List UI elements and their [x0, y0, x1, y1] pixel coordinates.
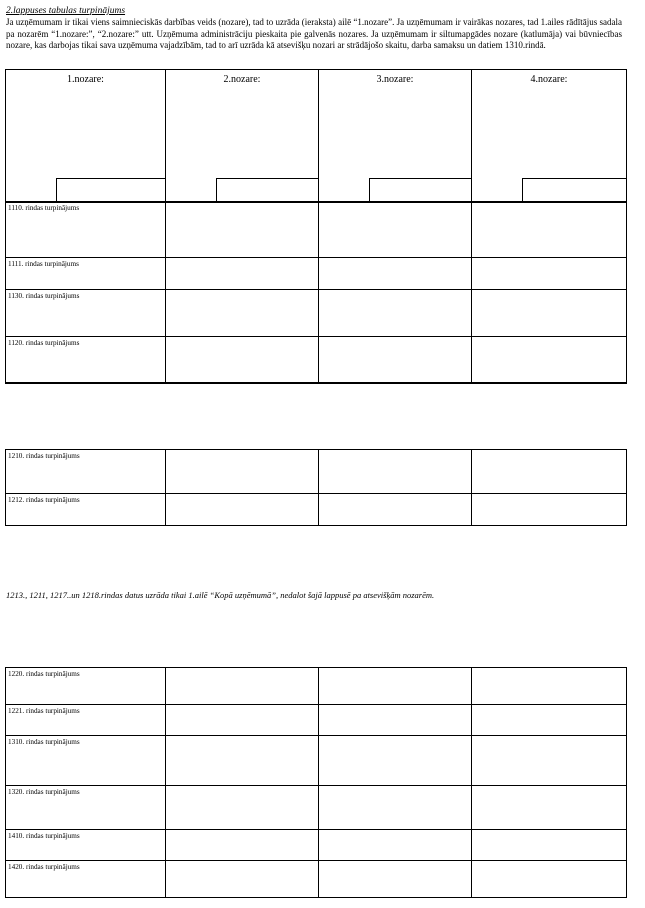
- data-cell[interactable]: [319, 786, 472, 830]
- row-label: 1420. rindas turpinājums: [6, 861, 166, 898]
- table-row: [6, 786, 627, 830]
- industry-code-box[interactable]: [216, 178, 318, 201]
- row-label: 1320. rindas turpinājums: [6, 786, 166, 830]
- industry-column-2[interactable]: [166, 70, 319, 203]
- data-cell[interactable]: [472, 450, 627, 494]
- data-cell[interactable]: [166, 202, 319, 258]
- row-label: 1212. rindas turpinājums: [6, 494, 166, 526]
- industry-code-box[interactable]: [56, 178, 165, 201]
- table-row: [6, 450, 627, 494]
- data-cell[interactable]: [319, 258, 472, 290]
- data-cell[interactable]: [166, 830, 319, 861]
- industry-code-box[interactable]: [369, 178, 471, 201]
- row-label: 1310. rindas turpinājums: [6, 736, 166, 786]
- row-label: 1221. rindas turpinājums: [6, 705, 166, 736]
- data-cell[interactable]: [166, 861, 319, 898]
- table-row: [6, 337, 627, 383]
- table-row: [6, 258, 627, 290]
- industry-column-label: 3.nozare:: [376, 74, 414, 85]
- section-3-table: [5, 667, 627, 898]
- industry-column-1[interactable]: [6, 70, 166, 203]
- row-label: 1130. rindas turpinājums: [6, 290, 166, 337]
- data-cell[interactable]: [319, 290, 472, 337]
- data-cell[interactable]: [166, 786, 319, 830]
- table-row: [6, 736, 627, 786]
- data-cell[interactable]: [166, 450, 319, 494]
- industry-column-3[interactable]: [319, 70, 472, 203]
- data-cell[interactable]: [319, 705, 472, 736]
- data-cell[interactable]: [472, 786, 627, 830]
- row-label: 1410. rindas turpinājums: [6, 830, 166, 861]
- industry-column-label: 2.nozare:: [223, 74, 261, 85]
- row-label: 1120. rindas turpinājums: [6, 337, 166, 383]
- industry-column-label: 4.nozare:: [530, 74, 568, 85]
- row-label: 1210. rindas turpinājums: [6, 450, 166, 494]
- data-cell[interactable]: [319, 830, 472, 861]
- page-heading: 2.lappuses tabulas turpinājums: [6, 6, 126, 16]
- industry-code-box[interactable]: [522, 178, 626, 201]
- table-row: [6, 668, 627, 705]
- data-cell[interactable]: [166, 290, 319, 337]
- row-label: 1110. rindas turpinājums: [6, 202, 166, 258]
- data-cell[interactable]: [472, 337, 627, 383]
- data-cell[interactable]: [472, 861, 627, 898]
- data-cell[interactable]: [319, 736, 472, 786]
- data-cell[interactable]: [472, 705, 627, 736]
- table-row: [6, 290, 627, 337]
- intro-paragraph: Ja uzņēmumam ir tikai viens saimnieciskās darbības veids (nozare), tad to uzrāda (ieraksta) ailē “1.nozare”. Ja uzņēmumam ir vairākas nozares, tad 1.ailes rādītājus sadala pa nozarēm “1.nozare:”, “2.nozare:” utt. Uzņēmuma administrāciju pieskaita pie galvenās nozares. Ja uzņēmumam ir siltumapgādes nozare (katlumāja) vai būvniecības nozare, kas darbojas tikai sava uzņēmuma vajadzībām, tad to arī uzrāda kā atsevišķu nozari ar strādājošo skaitu, darba samaksu un datiem 1310.rindā.: [6, 17, 622, 51]
- data-cell[interactable]: [472, 290, 627, 337]
- data-cell[interactable]: [472, 736, 627, 786]
- data-cell[interactable]: [472, 668, 627, 705]
- data-cell[interactable]: [319, 450, 472, 494]
- table-row: [6, 861, 627, 898]
- data-cell[interactable]: [166, 337, 319, 383]
- data-cell[interactable]: [472, 258, 627, 290]
- data-cell[interactable]: [166, 736, 319, 786]
- data-cell[interactable]: [472, 494, 627, 526]
- data-cell[interactable]: [472, 830, 627, 861]
- table-row: [6, 202, 627, 258]
- row-label: 1220. rindas turpinājums: [6, 668, 166, 705]
- industry-column-label: 1.nozare:: [67, 74, 104, 85]
- industry-header-table: [5, 69, 627, 203]
- industry-column-4[interactable]: [472, 70, 627, 203]
- data-cell[interactable]: [472, 202, 627, 258]
- row-label: 1111. rindas turpinājums: [6, 258, 166, 290]
- data-cell[interactable]: [166, 258, 319, 290]
- instruction-note: 1213., 1211, 1217..un 1218.rindas datus uzrāda tikai 1.ailē “Kopā uzņēmumā”, nedalot šajā lappusē pa atsevišķām nozarēm.: [6, 590, 435, 600]
- table-row: [6, 494, 627, 526]
- table-row: [6, 705, 627, 736]
- table-row: [6, 830, 627, 861]
- data-cell[interactable]: [319, 861, 472, 898]
- data-cell[interactable]: [319, 668, 472, 705]
- data-cell[interactable]: [319, 202, 472, 258]
- section-1-table: [5, 201, 627, 384]
- data-cell[interactable]: [166, 494, 319, 526]
- data-cell[interactable]: [319, 494, 472, 526]
- section-2-table: [5, 449, 627, 526]
- data-cell[interactable]: [166, 668, 319, 705]
- data-cell[interactable]: [166, 705, 319, 736]
- data-cell[interactable]: [319, 337, 472, 383]
